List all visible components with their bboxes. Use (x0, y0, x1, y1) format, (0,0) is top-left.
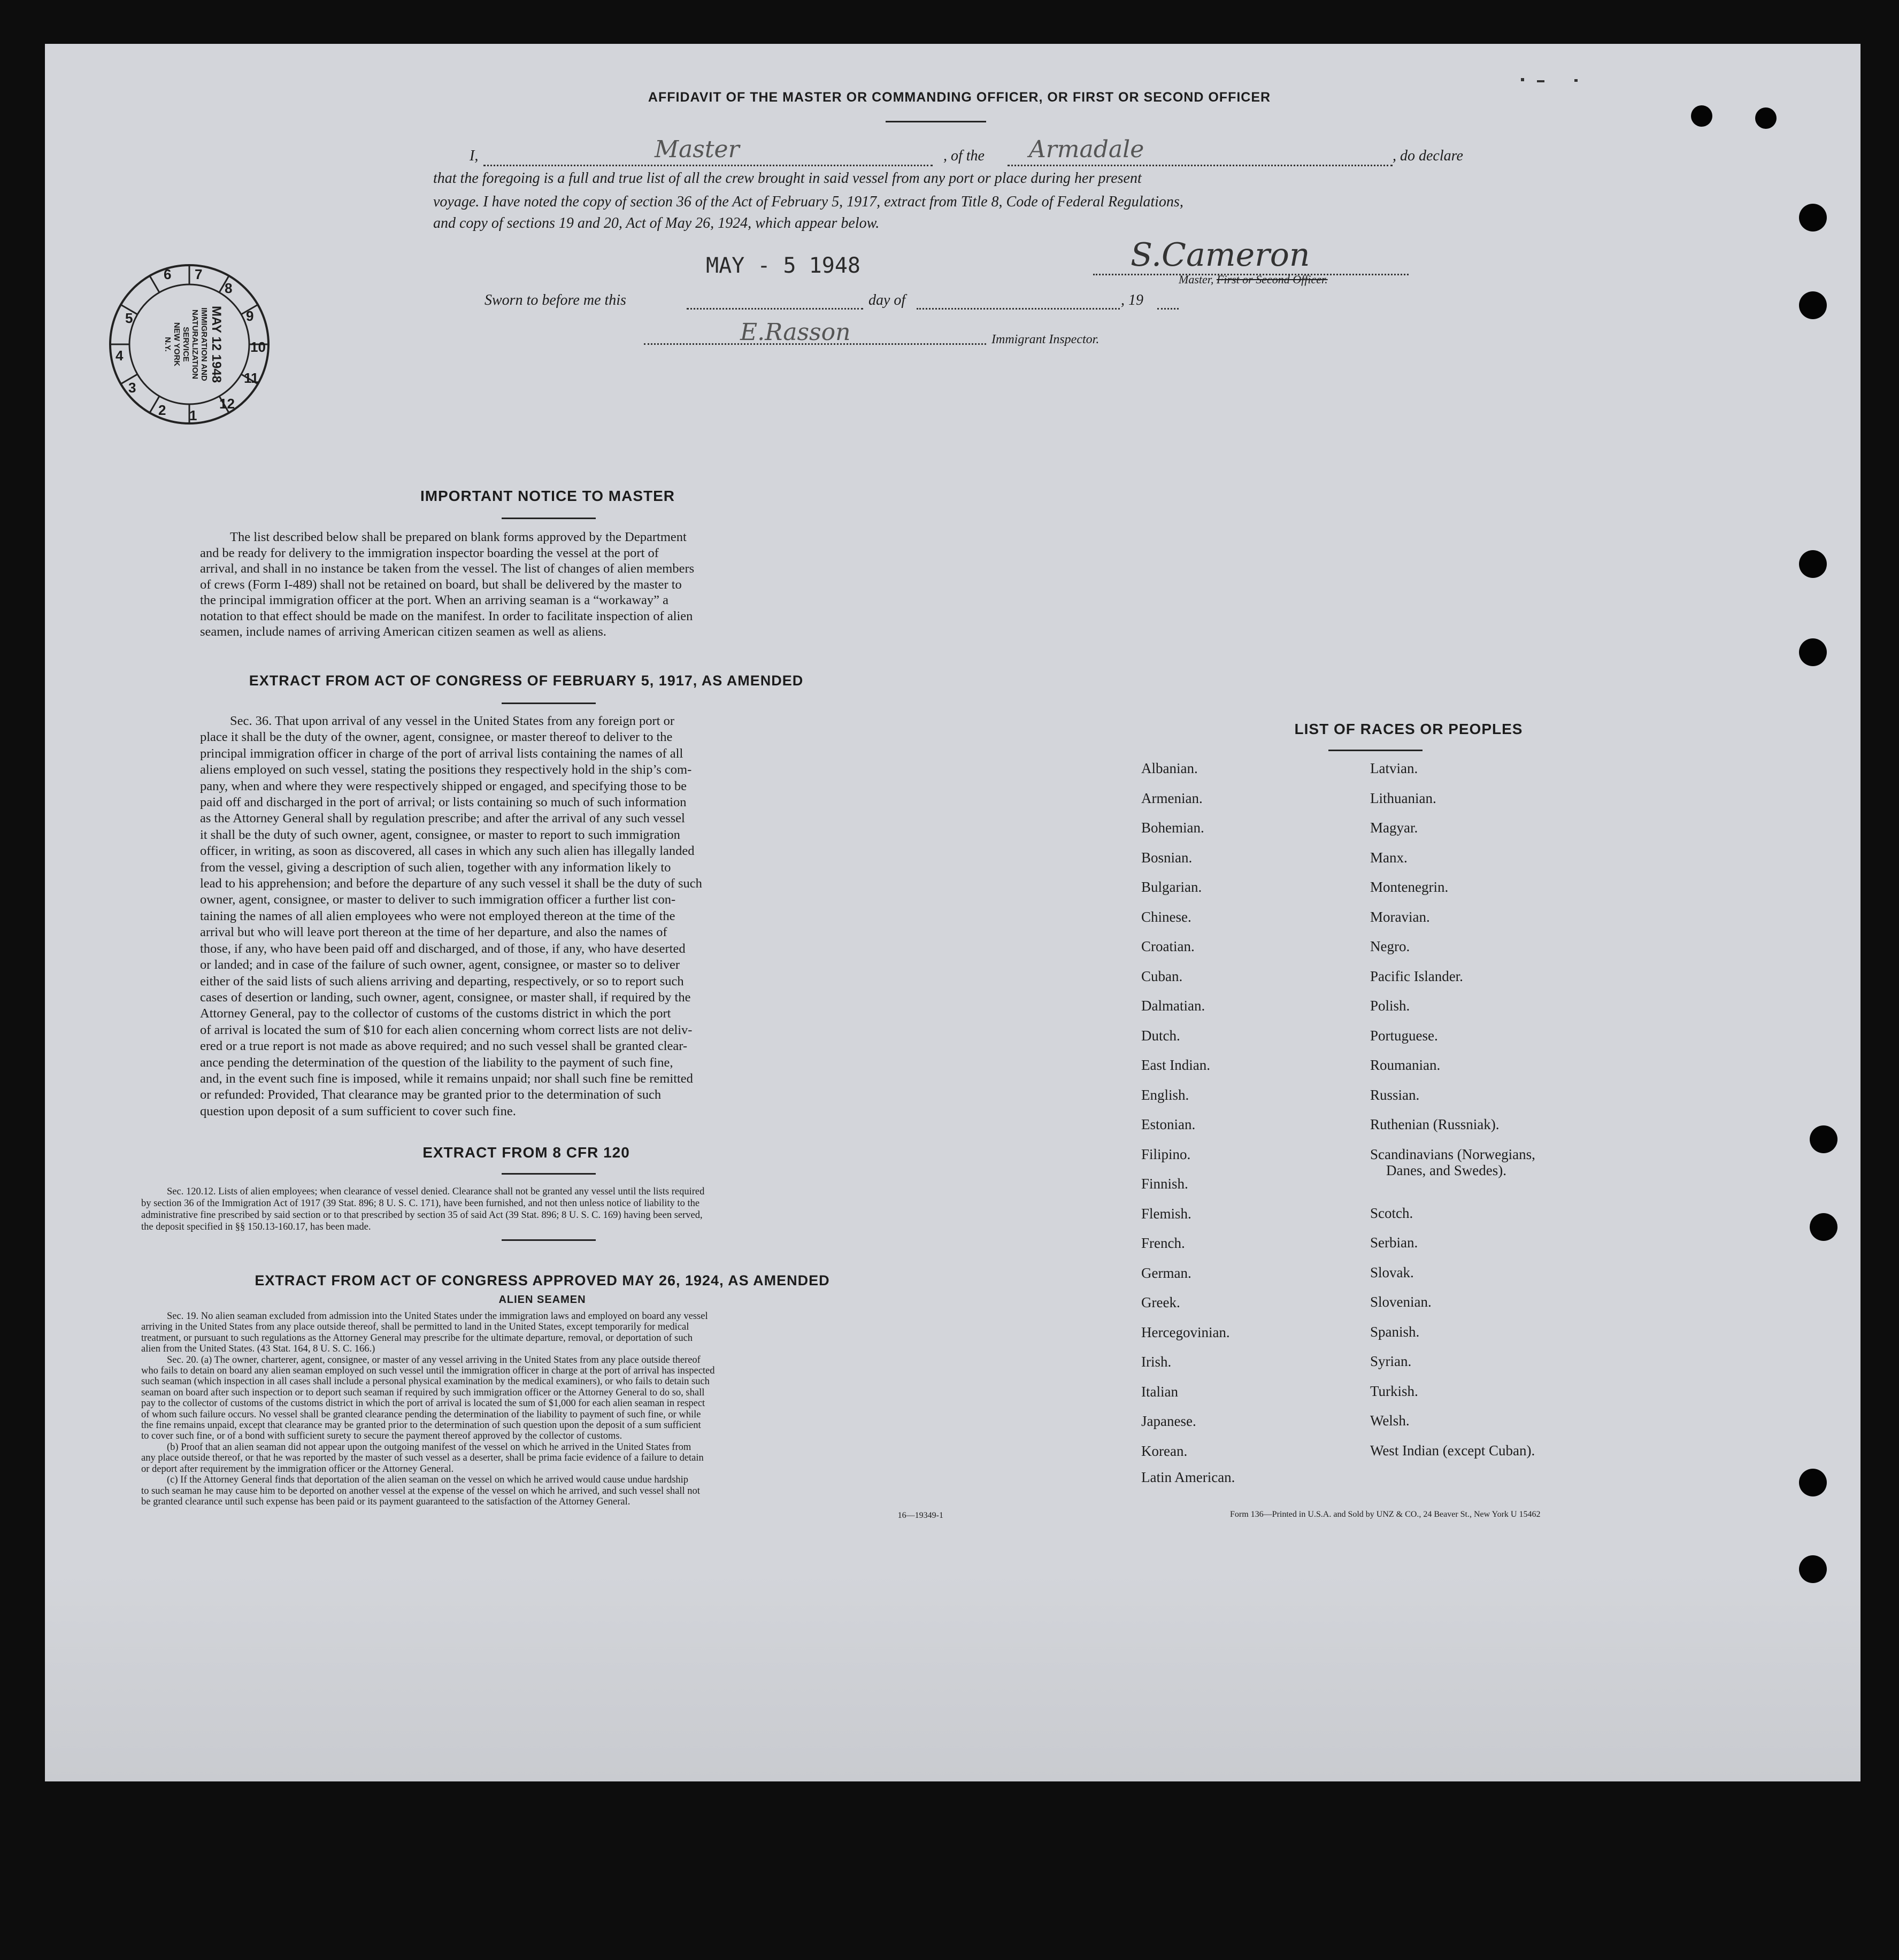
extract1917-line: paid off and discharged in the port of arrival; or lists containing so much of such information (200, 795, 687, 810)
notice-line: the principal immigration officer at the port. When an arriving seaman is a “workaway” a (200, 593, 669, 607)
extract1917-line: or refunded: Provided, That clearance may be granted prior to the determination of such (200, 1087, 662, 1102)
extract8cfr-title-rule (502, 1173, 596, 1175)
race-item: Latin American. (1141, 1469, 1235, 1485)
extract1917-line: taining the names of all alien employees who were not employed thereon at the time of the (200, 908, 675, 923)
vessel-line (1008, 165, 1393, 166)
notice-line: and be ready for delivery to the immigration inspector boarding the vessel at the port of (200, 545, 659, 560)
master-label-text: Master, (1179, 273, 1214, 286)
form-number: 16—19349-1 (897, 1511, 943, 1520)
extract8cfr-body (141, 1186, 943, 1233)
immigration-stamp (104, 259, 275, 430)
race-item: Scotch. (1370, 1205, 1413, 1221)
extract1924-line: pay to the collector of customs of the customs district in which the port of arrival is located the sum of $1,000 for each alien seaman in respect (141, 1398, 705, 1409)
race-item: Irish. (1141, 1354, 1172, 1370)
race-item: Ruthenian (Russniak). (1370, 1116, 1500, 1132)
races-left-column (1141, 760, 1366, 1491)
ink-specks (1521, 75, 1601, 86)
inspector-label: Immigrant Inspector. (991, 333, 1100, 346)
extract1924-line: of whom such failure occurs. No vessel shall be granted clearance pending the determination of the liability to payment of such fine, or while (141, 1409, 701, 1420)
race-item: Italian (1141, 1383, 1178, 1400)
extract1924-subtitle: ALIEN SEAMEN (498, 1294, 586, 1306)
day-of-label: day of (868, 292, 906, 308)
extract1924-title: EXTRACT FROM ACT OF CONGRESS APPROVED MAY 26, 1924, AS AMENDED (255, 1272, 830, 1288)
stamp-num: 5 (125, 310, 133, 326)
race-item: East Indian. (1141, 1057, 1210, 1073)
race-item: Bosnian. (1141, 849, 1193, 866)
race-item: Turkish. (1370, 1383, 1418, 1399)
race-item: Serbian. (1370, 1234, 1418, 1251)
extract1917-line: aliens employed on such vessel, stating the positions they respectively hold in the ship’s com- (200, 762, 692, 777)
race-item: English. (1141, 1086, 1189, 1103)
extract1924-line: any place outside thereof, or that he was reported by the master of such vessel as a deserter, shall be prima facie evidence of a failure to detain (141, 1453, 704, 1464)
officer-handwritten: Master (655, 136, 740, 163)
race-item: Negro. (1370, 938, 1410, 954)
inspector-signature: E.Rasson (740, 319, 851, 346)
extract1917-line: ered or a true report is not made as above required; and no such vessel shall be granted clear- (200, 1039, 688, 1054)
extract1917-line: pany, when and where they were respectively shipped or engaged, and specifying those to be (200, 778, 687, 793)
vessel-handwritten: Armadale (1029, 136, 1144, 163)
extract1917-line: Attorney General, pay to the collector of customs of the customs district in which the port (200, 1006, 671, 1021)
races-title-rule (1328, 750, 1423, 751)
race-item: Manx. (1370, 849, 1408, 866)
notice-line: notation to that effect should be made on the manifest. In order to facilitate inspection of alien (200, 608, 693, 623)
extract1917-line: as the Attorney General shall by regulation prescribe; and after the arrival of any such vessel (200, 811, 685, 826)
binder-hole (1799, 1469, 1827, 1496)
binder-hole (1799, 550, 1827, 578)
notice-line: of crews (Form I-489) shall not be retained on board, but shall be delivered by the master to (200, 577, 682, 592)
master-label (1179, 273, 1328, 287)
stamp-line1: IMMIGRATION AND (199, 307, 209, 381)
race-item: Polish. (1370, 998, 1410, 1014)
extract1917-line: officer, in writing, as soon as discovered, all cases in which any such alien has illegally landed (200, 844, 695, 859)
race-item: Finnish. (1141, 1176, 1188, 1192)
declaration-line3: and copy of sections 19 and 20, Act of May 26, 1924, which appear below. (433, 215, 880, 232)
race-item: Japanese. (1141, 1413, 1196, 1429)
affidavit-i-label: I, (470, 148, 479, 164)
race-item: Magyar. (1370, 820, 1418, 836)
notice-line: The list described below shall be prepared on blank forms approved by the Department (230, 530, 687, 544)
extract1917-line: arrival but who will leave port thereon at the time of her departure, and also the names of (200, 925, 667, 940)
extract1924-line: alien from the United States. (43 Stat. 164, 8 U. S. C. 166.) (141, 1344, 375, 1355)
race-item: Armenian. (1141, 790, 1203, 806)
extract1924-line: (c) If the Attorney General finds that deportation of the alien seaman on the vessel on which he arrived would cause undue hardship (167, 1475, 689, 1486)
extract1924-line: the fine remains unpaid, except that clearance may be granted prior to the determination of such question upon the deposit of a sum sufficient (141, 1420, 701, 1431)
extract1917-line: of arrival is located the sum of $10 for each alien concerning whom correct lists are not deliv- (200, 1022, 693, 1037)
extract1917-line: it shall be the duty of such owner, agent, consignee, or master to report to such immigration (200, 827, 680, 842)
stamp-num: 11 (244, 370, 259, 386)
extract1924-line: arriving in the United States from any place outside thereof, shall be permitted to land in the United States, except temporarily for medical (141, 1322, 689, 1333)
extract1917-line: owner, agent, consignee, or master to deliver to such immigration officer a further list con- (200, 892, 676, 907)
stamp-num: 12 (219, 396, 235, 412)
stamp-num: 7 (195, 266, 203, 282)
extract1924-line: Sec. 20. (a) The owner, charterer, agent, consignee, or master of any vessel arriving in the United States from any place outside thereof (167, 1354, 701, 1365)
notice-title-rule (502, 518, 596, 519)
race-item: Montenegrin. (1370, 879, 1449, 895)
extract8cfr-line: Sec. 120.12. Lists of alien employees; when clearance of vessel denied. Clearance shall not be granted any vessel until the lists required (167, 1186, 705, 1197)
sworn-day-line (687, 308, 863, 310)
page-shading (45, 1573, 1860, 1781)
extract1917-line: principal immigration officer in charge of the port of arrival lists containing the names of all (200, 746, 683, 761)
extract8cfr-line: the deposit specified in §§ 150.13-160.17, has been made. (141, 1222, 371, 1232)
race-item: Welsh. (1370, 1413, 1410, 1429)
extract8cfr-title: EXTRACT FROM 8 CFR 120 (422, 1144, 630, 1161)
race-item: West Indian (except Cuban). (1370, 1442, 1535, 1459)
extract1924-line: or deport after requirement by the immigration officer or the Attorney General. (141, 1463, 454, 1475)
extract1917-body (200, 713, 852, 1120)
race-item: Slovenian. (1370, 1294, 1432, 1310)
race-item: Pacific Islander. (1370, 968, 1463, 984)
stamp-num: 3 (128, 380, 136, 396)
extract1924-line: to such seaman he may cause him to be deported on another vessel at the expense of the vessel on which he arrived, and such vessel shall not (141, 1485, 700, 1496)
notice-line: seamen, include names of arriving American citizen seamen as well as aliens. (200, 624, 606, 639)
extract1924-line: to cover such fine, or of a bond with sufficient surety to secure the payment thereof approved by the collector of customs. (141, 1431, 622, 1442)
race-item: Roumanian. (1370, 1057, 1441, 1073)
stamp-center (155, 297, 224, 391)
race-item: Scandinavians (Norwegians, (1370, 1146, 1535, 1162)
binder-hole (1799, 1555, 1827, 1583)
race-item: Hercegovinian. (1141, 1324, 1230, 1340)
extract1917-line: and, in the event such fine is imposed, while it remains unpaid; nor shall such fine be remitted (200, 1071, 693, 1086)
stamp-date: MAY 12 1948 (209, 305, 224, 383)
extract1924-line: (b) Proof that an alien seaman did not appear upon the outgoing manifest of the vessel on which he arrived in the United States from (167, 1441, 691, 1453)
race-item: Syrian. (1370, 1353, 1412, 1369)
extract1917-line: question upon deposit of a sum sufficient to cover such fine. (200, 1104, 516, 1118)
race-item: Cuban. (1141, 968, 1183, 984)
extract1924-line: who fails to detain on board any alien seaman employed on such vessel until the immigration officer in charge at the port of arrival has inspected (141, 1365, 715, 1377)
race-item: Portuguese. (1370, 1027, 1438, 1044)
extract1917-line: place it shall be the duty of the owner, agent, consignee, or master thereof to deliver to the (200, 730, 673, 745)
stamp-num: 10 (250, 339, 266, 355)
extract1917-line: ance pending the determination of the question of the liability to the payment of such fine, (200, 1055, 673, 1070)
declaration-line2: voyage. I have noted the copy of section 36 of the Act of February 5, 1917, extract from Title 8, Code of Federal Regulations, (433, 194, 1183, 210)
extract1917-line: those, if any, who have been paid off and discharged, and of those, if any, who have deserted (200, 941, 686, 956)
race-item: Bulgarian. (1141, 879, 1202, 895)
extract1917-line: cases of desertion or landing, such owner, agent, consignee, or master shall, if required by the (200, 990, 691, 1005)
master-signature: S.Cameron (1131, 236, 1310, 274)
races-title: LIST OF RACES OR PEOPLES (1294, 721, 1523, 737)
extract1924-line: be granted clearance until such expense has been paid or its payment guaranteed to the satisfaction of the Attorney General. (141, 1496, 631, 1507)
race-item: Moravian. (1370, 908, 1430, 925)
binder-hole (1691, 105, 1712, 127)
extract1917-title-rule (502, 703, 596, 704)
stamp-num: 8 (225, 280, 233, 296)
sworn-label: Sworn to before me this (485, 292, 626, 308)
extract1917-title: EXTRACT FROM ACT OF CONGRESS OF FEBRUARY 5, 1917, AS AMENDED (249, 673, 804, 689)
officer-line (483, 165, 933, 166)
declare-label: , do declare (1393, 148, 1463, 164)
of-the-label: , of the (943, 148, 985, 164)
binder-hole (1799, 638, 1827, 666)
binder-hole (1810, 1125, 1838, 1153)
stamp-line4: NEW YORK (172, 322, 181, 367)
race-item: Bohemian. (1141, 820, 1204, 836)
extract8cfr-end-rule (502, 1239, 596, 1241)
document-page (45, 44, 1860, 1781)
extract1924-line: treatment, or pursuant to such regulations as the Attorney General may prescribe for the ultimate departure, removal, or deportation of such (141, 1332, 693, 1344)
extract8cfr-line: administrative fine prescribed by said section or to that prescribed by section 35 of said Act (39 Stat. 896; 8 U. S. C. 169) having been served, (141, 1210, 703, 1221)
master-label-struck: First or Second Officer. (1216, 273, 1328, 286)
sworn-year-line (1157, 308, 1179, 310)
extract1917-line: lead to his apprehension; and before the departure of any such vessel it shall be the duty of such (200, 876, 702, 891)
race-item: Latvian. (1370, 760, 1418, 776)
race-item: Dalmatian. (1141, 998, 1205, 1014)
extract1924-line: Sec. 19. No alien seaman excluded from admission into the United States under the immigration laws and employed on board any vessel (167, 1311, 708, 1322)
extract1924-line: such seaman (which inspection in all cases shall include a personal physical examination by the medical examiners), or who fails to detain such (141, 1376, 710, 1387)
stamp-line2: NATURALIZATION (190, 309, 199, 380)
affidavit-title-rule (886, 121, 986, 122)
extract1924-body (141, 1311, 943, 1507)
binder-hole (1799, 204, 1827, 232)
stamp-line3: SERVICE (181, 327, 190, 362)
extract1917-line: either of the said lists of such aliens arriving and departing, respectively, or so to report such (200, 974, 684, 989)
notice-title: IMPORTANT NOTICE TO MASTER (420, 488, 675, 504)
races-right-column (1370, 760, 1702, 1472)
race-item: Russian. (1370, 1086, 1420, 1103)
form-footer: Form 136—Printed in U.S.A. and Sold by UNZ & CO., 24 Beaver St., New York U 15462 (1230, 1510, 1541, 1519)
sworn-month-line (917, 308, 1120, 310)
date-stamp: MAY - 5 1948 (706, 253, 860, 278)
race-item: French. (1141, 1235, 1185, 1251)
race-item: Filipino. (1141, 1146, 1191, 1162)
notice-body (200, 529, 852, 640)
race-item: Spanish. (1370, 1323, 1420, 1340)
race-item: Croatian. (1141, 938, 1195, 954)
race-item: Danes, and Swedes). (1386, 1162, 1506, 1178)
extract1917-line: from the vessel, giving a description of such alien, together with any information likely to (200, 860, 671, 875)
stamp-num: 4 (116, 348, 124, 364)
race-item: Slovak. (1370, 1264, 1414, 1280)
race-item: Albanian. (1141, 760, 1198, 776)
stamp-line5: N.Y. (163, 337, 172, 352)
race-item: German. (1141, 1264, 1191, 1281)
binder-hole (1799, 291, 1827, 319)
extract8cfr-line: by section 36 of the Immigration Act of 1917 (39 Stat. 896; 8 U. S. C. 171), have been furnished, and not then unless notice of liability to the (141, 1198, 700, 1209)
race-item: Lithuanian. (1370, 790, 1436, 806)
extract1917-line: or landed; and in case of the failure of such owner, agent, consignee, or master so to deliver (200, 958, 680, 973)
race-item: Flemish. (1141, 1205, 1191, 1222)
binder-hole (1810, 1213, 1838, 1241)
stamp-num: 9 (246, 308, 254, 324)
race-item: Korean. (1141, 1442, 1188, 1459)
affidavit-title: AFFIDAVIT OF THE MASTER OR COMMANDING OFFICER, OR FIRST OR SECOND OFFICER (648, 90, 1271, 105)
declaration-line1: that the foregoing is a full and true list of all the crew brought in said vessel from any port or place during her present (433, 170, 1142, 187)
race-item: Dutch. (1141, 1027, 1180, 1044)
binder-hole (1755, 107, 1777, 129)
stamp-num: 1 (189, 407, 197, 423)
notice-line: arrival, and shall in no instance be taken from the vessel. The list of changes of alien members (200, 561, 695, 576)
race-item: Greek. (1141, 1294, 1180, 1310)
year-label: , 19 (1121, 292, 1143, 308)
stamp-num: 6 (164, 266, 172, 282)
stamp-num: 2 (158, 402, 166, 418)
extract1924-line: seaman on board after such inspection or to deport such seaman if required by such immigration officer or the Attorney General to do so, shall (141, 1387, 705, 1398)
race-item: Estonian. (1141, 1116, 1196, 1132)
race-item: Chinese. (1141, 908, 1191, 925)
extract1917-line: Sec. 36. That upon arrival of any vessel in the United States from any foreign port or (230, 714, 674, 728)
